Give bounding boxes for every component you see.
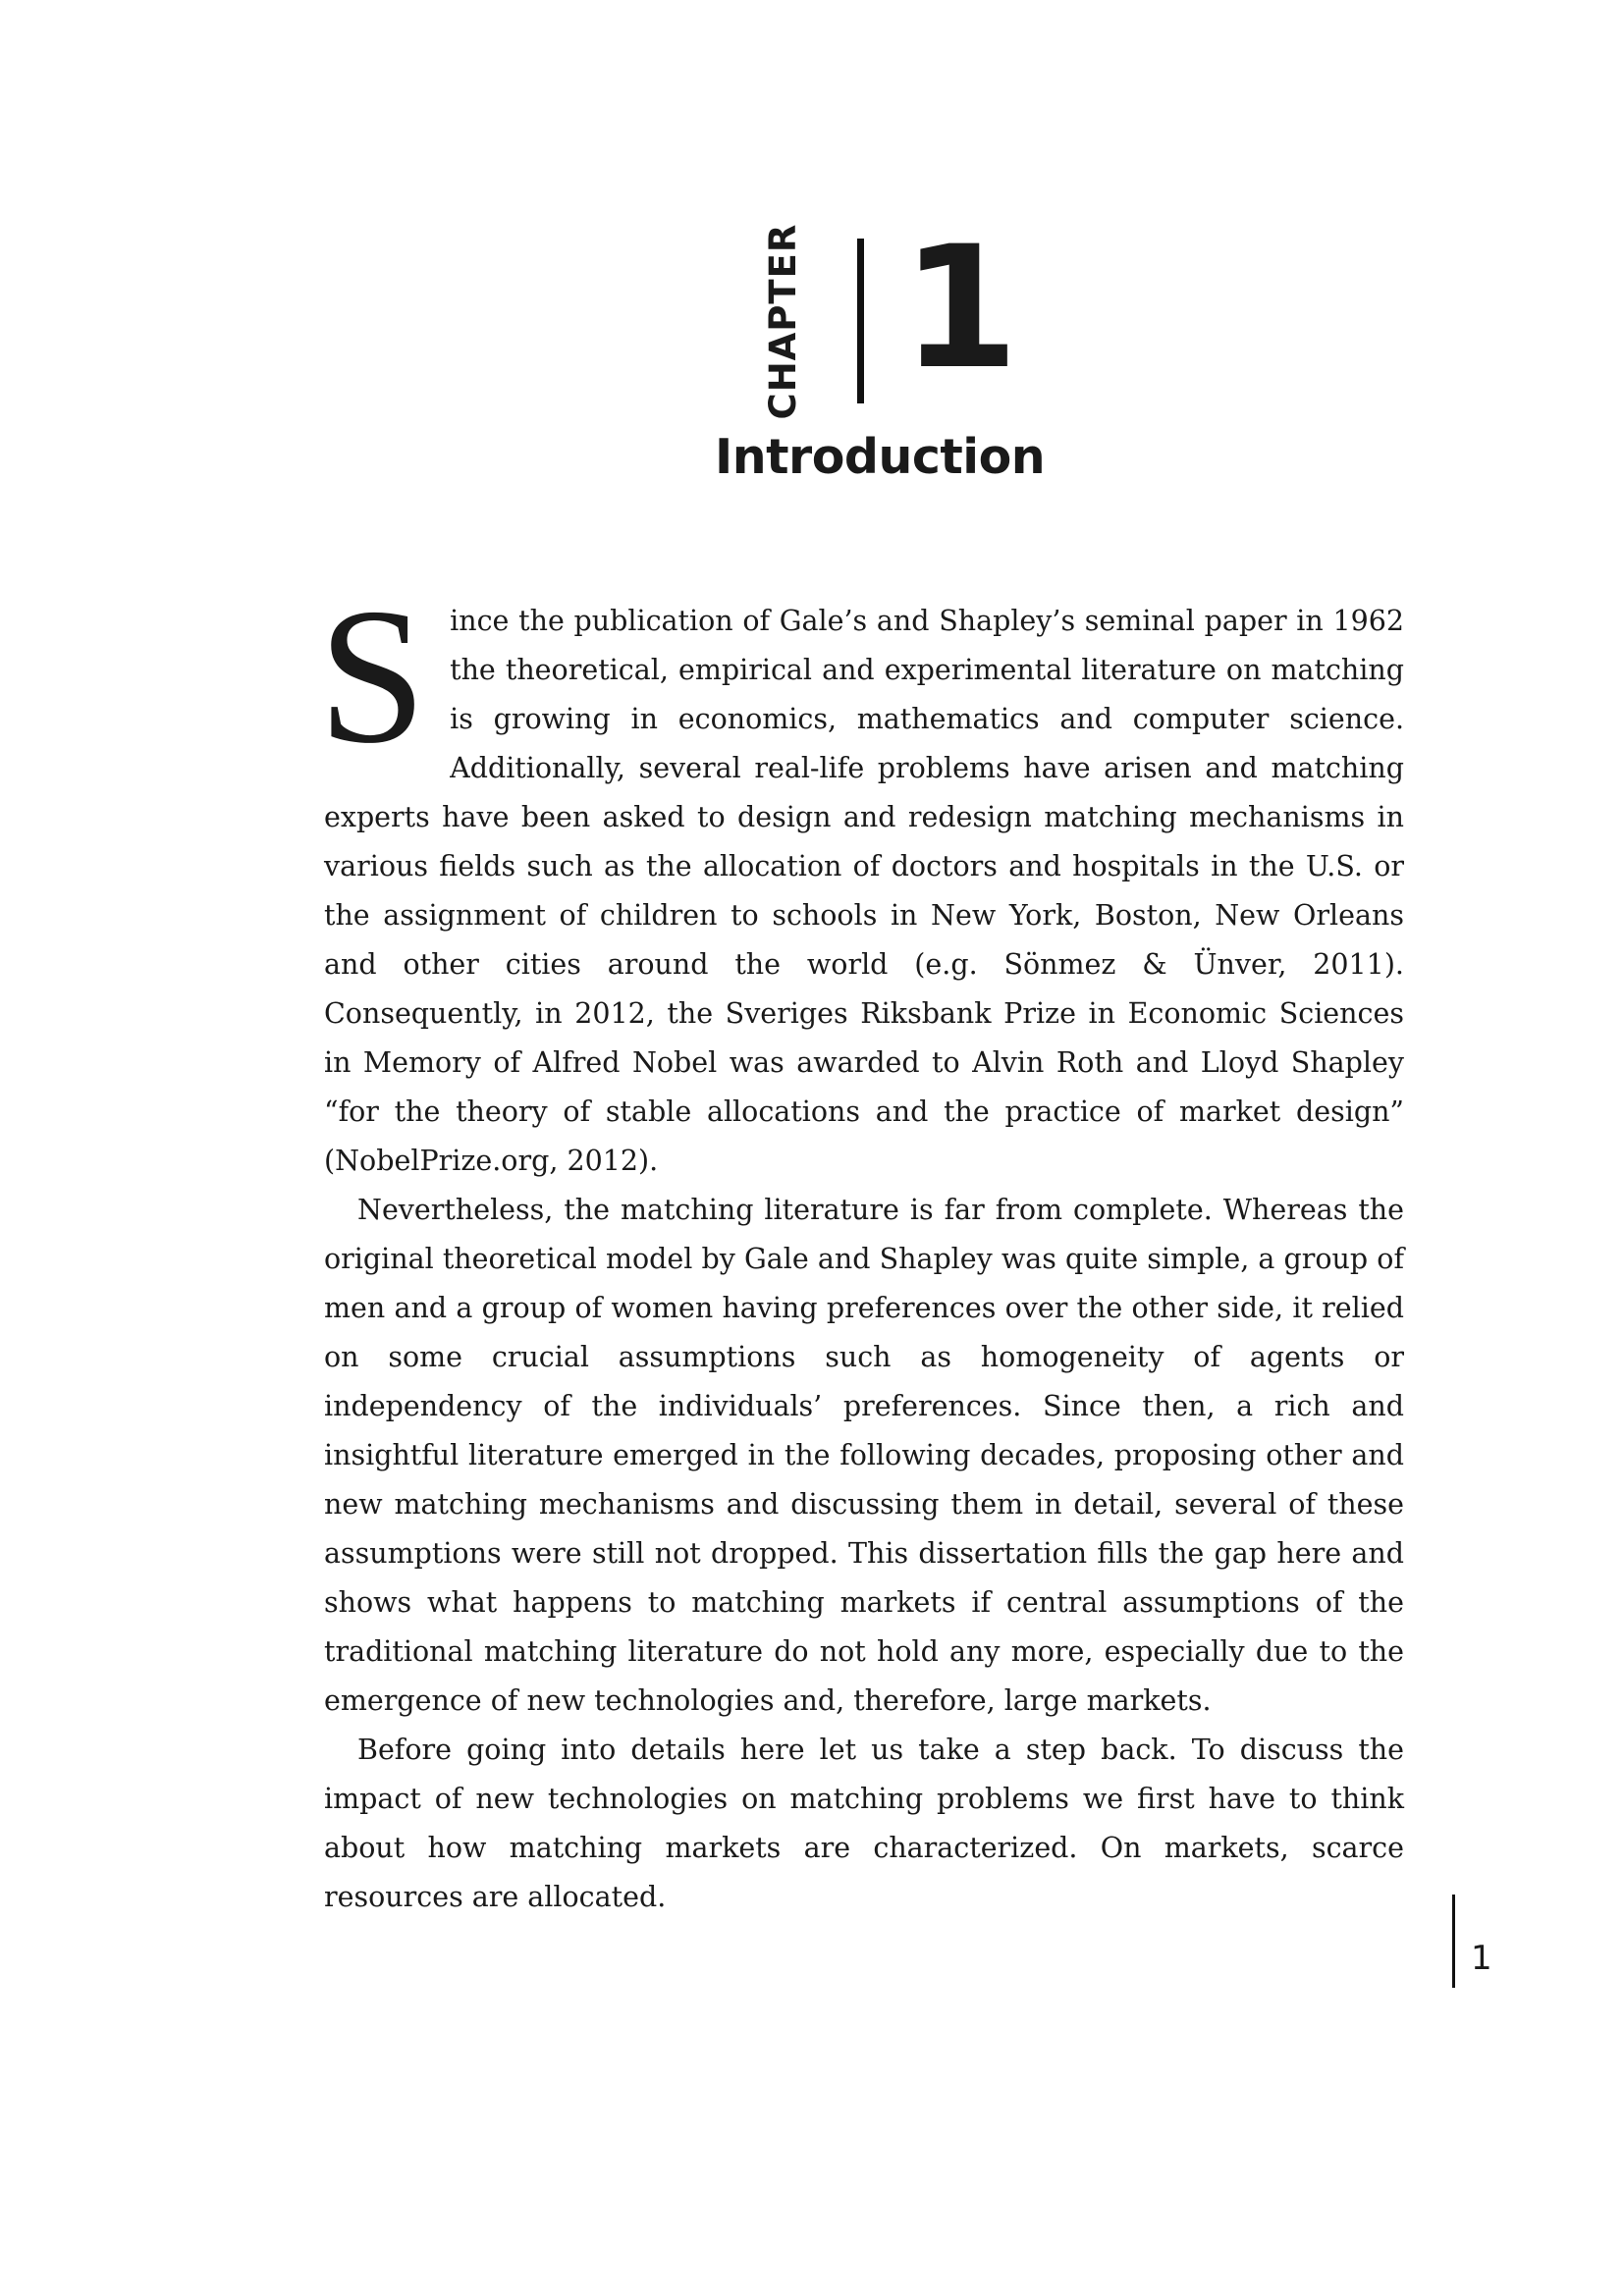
drop-cap: S bbox=[318, 568, 427, 783]
chapter-label-text: CHAPTER bbox=[762, 223, 804, 420]
page-number: 1 bbox=[1471, 1939, 1492, 1978]
paragraph-1-text: ince the publication of Gale’s and Shapley’s seminal paper in 1962 the theoretical, empirical and experimental literature on matching is growing in economics, mathematics and computer science. Additionally, several real-life problems have arisen and matching experts have been asked to design and redesign matching mechanisms in various fields such as the allocation of doctors and hospitals in the U.S. or the assignment of children to schools in New York, Boston, New Orleans and other cities around the world (e.g. Sönmez & Ünver, 2011). Consequently, in 2012, the Sveriges Riksbank Prize in Economic Sciences in Memory of Alfred Nobel was awarded to Alvin Roth and Lloyd Shapley “for the theory of stable allocations and the practice of market design” (NobelPrize.org, 2012). bbox=[324, 605, 1404, 1177]
paragraph bbox=[318, 568, 1404, 1186]
body-text bbox=[318, 568, 1404, 1922]
chapter-label bbox=[754, 221, 813, 422]
paragraph: Before going into details here let us take a step back. To discuss the impact of new technologies on matching problems we first have to think about how matching markets are characterized. On markets, scarce resources are allocated. bbox=[324, 1734, 1404, 1913]
paragraph: Nevertheless, the matching literature is far from complete. Whereas the original theoretical model by Gale and Shapley was quite simple, a group of men and a group of women having preferences over the other side, it relied on some crucial assumptions such as homogeneity of agents or independency of the individuals’ preferences. Since then, a rich and insightful literature emerged in the following decades, proposing other and new matching mechanisms and discussing them in detail, several of these assumptions were still not dropped. This dissertation fills the gap here and shows what happens to matching markets if central assumptions of the traditional matching literature do not hold any more, especially due to the emergence of new technologies and, therefore, large markets. bbox=[324, 1194, 1404, 1717]
chapter-divider bbox=[857, 239, 864, 403]
chapter-number: 1 bbox=[901, 209, 1019, 406]
chapter-title: Introduction bbox=[715, 429, 1046, 485]
page-number-divider bbox=[1452, 1895, 1455, 1988]
